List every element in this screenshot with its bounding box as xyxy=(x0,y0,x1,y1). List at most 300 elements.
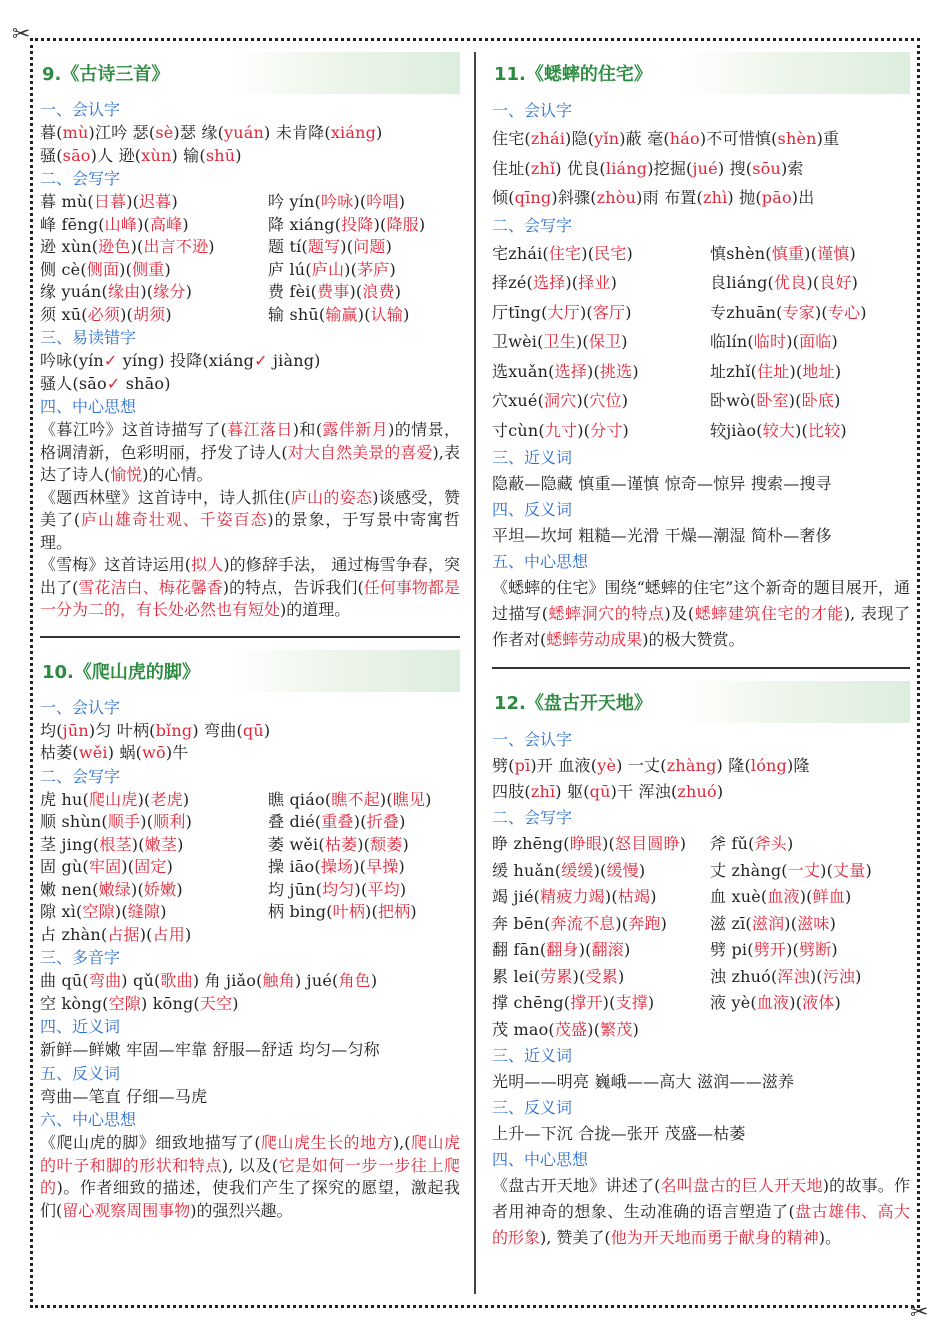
check-icon: ✓ xyxy=(106,373,121,393)
plain-text: 竭 jié( xyxy=(492,887,541,906)
answer-text: 蟋蟀建筑住宅的才能 xyxy=(694,604,844,623)
answer-text: 滋润 xyxy=(751,913,785,933)
plain-text: 均( xyxy=(40,720,63,740)
plain-text: ) 蜗( xyxy=(107,743,143,762)
answer-text: 山峰 xyxy=(104,214,138,234)
plain-text: ) xyxy=(860,302,867,322)
answer-text: 一丈 xyxy=(787,860,821,880)
write-char-item xyxy=(492,990,710,1017)
answer-text: 翻身 xyxy=(546,940,579,959)
answer-text: 迟暮 xyxy=(139,192,172,211)
section-heading: 三、易读错字 xyxy=(40,328,137,347)
write-char-item xyxy=(710,937,910,964)
answer-text: 劈开 xyxy=(753,940,787,959)
plain-text: )隆 xyxy=(787,756,810,775)
write-char-item xyxy=(492,884,710,911)
answer-text: 重叠 xyxy=(321,812,354,831)
plain-text: ) xyxy=(829,913,837,933)
plain-text: ) xyxy=(166,857,174,876)
answer-text: 费事 xyxy=(317,282,350,301)
plain-text: )( xyxy=(602,993,616,1012)
write-char-item xyxy=(492,911,710,938)
synonyms: 新鲜—鲜嫩 牢固—牢靠 舒服—舒适 均匀—匀称 xyxy=(40,1040,380,1059)
plain-text: ) xyxy=(851,273,859,292)
plain-text: ) xyxy=(264,123,271,142)
recognize-line xyxy=(492,753,910,779)
plain-text: )不可惜慎( xyxy=(699,129,778,148)
answer-text: 侧面 xyxy=(86,259,120,279)
plain-text: ) xyxy=(865,860,872,880)
plain-text: 固 gù( xyxy=(40,857,89,876)
answer-text: 劳累 xyxy=(540,966,573,986)
plain-text: ) kōng( xyxy=(141,993,200,1013)
plain-text: )的修辞手法， 通过梅雪争春，突出了( xyxy=(40,555,460,597)
recognize-line xyxy=(492,124,910,154)
plain-text: ) xyxy=(617,966,625,986)
answer-text: pī xyxy=(514,756,531,775)
plain-text: 《雪梅》这首诗运用( xyxy=(40,555,192,574)
answer-text: 睁眼 xyxy=(569,834,603,853)
plain-text: )( xyxy=(587,361,600,381)
plain-text: 输 shū( xyxy=(268,304,326,324)
plain-text: )人 逊( xyxy=(90,145,142,165)
answer-text: xùn xyxy=(141,145,172,165)
plain-text: )蔽 毫( xyxy=(619,129,670,148)
answer-text: 任何事物都是一分为二的，有长处必然也有短处 xyxy=(40,577,460,619)
plain-text: ) xyxy=(165,304,172,324)
answer-text: 斧头 xyxy=(754,834,787,853)
plain-text: ) 一丈( xyxy=(616,756,667,775)
answer-text: 客厅 xyxy=(592,302,626,322)
plain-text: 穴xué( xyxy=(492,391,545,410)
answer-text: 吟唱 xyxy=(366,192,399,211)
plain-text: ) xyxy=(177,834,184,854)
right-column xyxy=(492,52,910,1251)
write-char-item xyxy=(268,304,458,327)
plain-text: ) xyxy=(176,879,183,899)
plain-text: ) xyxy=(660,913,668,933)
plain-text: ) xyxy=(650,887,657,906)
write-char-item xyxy=(40,901,268,924)
scissors-icon: ✂ xyxy=(12,22,31,47)
write-char-item xyxy=(710,268,910,298)
answer-text: 爬山虎的叶子和脚的形状和特点 xyxy=(40,1133,460,1175)
plain-text: )出 xyxy=(791,188,815,207)
answer-text: 盘古雄伟、高大的形象 xyxy=(492,1202,910,1247)
plain-text: )的情景，格调清新，色彩明丽，抒发了诗人( xyxy=(40,420,460,462)
answer-text: zhuó xyxy=(677,782,717,801)
antonyms: 弯曲—笔直 仔细—马虎 xyxy=(40,1086,208,1106)
answer-text: 污浊 xyxy=(822,966,856,986)
plain-text: ) xyxy=(394,282,402,301)
answer-text: 较大 xyxy=(762,420,796,440)
plain-text: 《爬山虎的脚》细致地描写了( xyxy=(40,1133,261,1152)
plain-text: ), 赞美了( xyxy=(540,1228,611,1247)
plain-text: )谈感受，赞美了( xyxy=(40,487,460,529)
write-char-item xyxy=(268,834,458,857)
write-char-item xyxy=(710,858,910,885)
write-char-item xyxy=(268,214,458,237)
plain-text: 缘 yuán( xyxy=(40,282,108,301)
answer-text: 侧重 xyxy=(132,259,165,279)
plain-text: )( xyxy=(353,192,367,211)
answer-text: jūn xyxy=(62,720,89,740)
plain-text: 《蟋蟀的住宅》围绕“蟋蟀的住宅”这个新奇的题目展开，通过描写( xyxy=(492,578,910,623)
answer-text: 缘由 xyxy=(107,282,141,301)
recognize-line xyxy=(40,145,460,168)
answer-text: zhǐ xyxy=(530,158,556,178)
answer-text: 穴位 xyxy=(589,391,622,410)
answer-text: 枯萎 xyxy=(324,834,358,854)
answer-text: 滋味 xyxy=(797,913,830,933)
write-char-item xyxy=(710,327,910,357)
misread-text: jiàng) xyxy=(267,351,321,370)
answer-text: 顺利 xyxy=(153,812,186,831)
answer-text: 爬山虎生长的地方 xyxy=(260,1133,393,1152)
plain-text: )( xyxy=(354,879,368,899)
plain-text: )( xyxy=(604,887,618,906)
plain-text: )开 血液( xyxy=(530,756,598,775)
section-heading: 一、会认字 xyxy=(40,100,121,119)
answer-text: 把柄 xyxy=(377,902,411,921)
section-heading: 四、中心思想 xyxy=(40,397,137,416)
plain-text: )隐( xyxy=(565,129,595,148)
plain-text: ) xyxy=(385,237,393,256)
answer-text: 它是如何一步一步往上爬的 xyxy=(40,1155,460,1197)
plain-text: ) xyxy=(208,237,215,256)
plain-text: ) 优良( xyxy=(555,158,606,178)
plain-text: )( xyxy=(565,273,579,292)
section-heading: 五、反义词 xyxy=(40,1063,121,1083)
section-heading: 三、反义词 xyxy=(492,1098,573,1117)
answer-text: 根茎 xyxy=(99,834,132,854)
plain-text: 累 lei( xyxy=(492,966,541,986)
answer-text: 角色 xyxy=(338,971,371,990)
plain-text: 暮( xyxy=(40,123,63,142)
plain-text: ) xyxy=(232,993,239,1013)
plain-text: 撑 chēng( xyxy=(492,993,571,1012)
lesson-10-title: 10.《爬山虎的脚》 xyxy=(40,650,460,692)
write-char-item xyxy=(40,856,268,879)
plain-text: 《盘古开天地》讲述了( xyxy=(492,1176,661,1195)
answer-text: 民宅 xyxy=(594,243,627,263)
plain-text: )( xyxy=(365,902,378,921)
write-char-item xyxy=(40,811,268,834)
plain-text: ) 弯曲( xyxy=(192,720,243,740)
plain-text: )( xyxy=(140,282,154,301)
answer-text: 题写 xyxy=(307,237,341,256)
answer-text: 住宅 xyxy=(548,243,582,263)
plain-text: )( xyxy=(602,834,615,853)
plain-text: )匀 叶柄( xyxy=(88,720,156,740)
theme-paragraph xyxy=(40,419,460,487)
plain-text: 曲 qū( xyxy=(40,971,89,990)
plain-text: ) xyxy=(182,214,189,234)
answer-text: 临时 xyxy=(753,332,787,351)
write-char-item xyxy=(268,811,458,834)
answer-text: 慎重 xyxy=(771,243,805,263)
answer-text: 降服 xyxy=(386,214,419,234)
answer-text: 均匀 xyxy=(322,879,355,899)
plain-text: ) xyxy=(716,782,724,801)
answer-text: xiáng xyxy=(330,123,377,142)
write-char-item xyxy=(492,964,710,991)
write-char-item xyxy=(268,789,458,812)
answer-text: 庐山雄奇壮观、千姿百态 xyxy=(80,510,268,529)
plain-text: )( xyxy=(795,420,808,440)
plain-text: 奔 bēn( xyxy=(492,913,551,933)
answer-text: 分寸 xyxy=(590,420,623,440)
recognize-chars xyxy=(40,122,460,167)
answer-text: 选择 xyxy=(532,273,566,292)
write-char-item xyxy=(492,298,710,328)
plain-text: 吟 yín( xyxy=(268,192,321,211)
answer-text: 颓萎 xyxy=(370,834,403,854)
answer-text: 良好 xyxy=(819,273,852,292)
plain-text: 丈 zhàng( xyxy=(710,860,788,880)
lesson-9-title: 9.《古诗三首》 xyxy=(40,52,460,94)
section-heading: 四、近义词 xyxy=(40,1017,121,1036)
answer-text: 怒目圆睁 xyxy=(614,834,680,853)
plain-text: 降 xiáng( xyxy=(268,214,342,234)
answer-text: 牢固 xyxy=(88,857,122,876)
answer-text: 胡须 xyxy=(132,304,166,324)
write-char-item xyxy=(492,416,710,446)
misread-line xyxy=(40,373,460,396)
plain-text: 四肢( xyxy=(492,782,531,801)
plain-text: 占 zhàn( xyxy=(40,924,108,944)
plain-text: 寸cùn( xyxy=(492,420,545,440)
plain-text: 专zhuān( xyxy=(710,302,783,322)
column-divider xyxy=(474,52,476,1294)
plain-text: ) xyxy=(185,812,193,831)
plain-text: ) 搜( xyxy=(717,158,753,178)
plain-text: )重 xyxy=(816,129,840,148)
plain-text: 睁 zhēng( xyxy=(492,834,570,853)
answer-text: 瞧不起 xyxy=(331,789,380,809)
answer-text: 对大自然美景的喜爱 xyxy=(287,442,433,462)
left-column xyxy=(40,52,460,1222)
answer-text: 茅庐 xyxy=(357,259,390,279)
polyphone-line xyxy=(40,993,460,1016)
write-char-item xyxy=(492,937,710,964)
plain-text: ) xyxy=(624,940,631,959)
answer-text: 名叫盘古的巨人开天地 xyxy=(660,1176,823,1195)
plain-text: 隙 xì( xyxy=(40,902,83,921)
section-heading: 二、会写字 xyxy=(492,215,573,235)
plain-text: ) xyxy=(164,259,171,279)
plain-text: ) xyxy=(402,834,409,854)
answer-text: 繁茂 xyxy=(600,1019,633,1039)
plain-text: 《暮江吟》这首诗描写了( xyxy=(40,420,227,439)
write-char-item xyxy=(710,831,910,858)
write-char-item xyxy=(492,357,710,387)
theme-paragraph xyxy=(40,487,460,555)
plain-text: 柄 bing( xyxy=(268,902,333,921)
plain-text: 临lín( xyxy=(710,332,754,351)
plain-text: 瞧 qiáo( xyxy=(268,789,332,809)
write-char-item xyxy=(710,964,910,991)
plain-text: )索 xyxy=(780,158,804,178)
plain-text: )( xyxy=(786,332,800,351)
recognize-line xyxy=(40,742,460,765)
answer-text: 固定 xyxy=(134,857,167,876)
plain-text: 择zé( xyxy=(492,273,533,292)
answer-text: 血液 xyxy=(756,993,790,1012)
plain-text: 费 fèi( xyxy=(268,282,318,301)
plain-text: ) xyxy=(849,243,856,263)
answer-text: 输赢 xyxy=(325,304,358,324)
misread-text: yíng) 投降(xiáng xyxy=(117,351,255,370)
plain-text: )( xyxy=(119,259,133,279)
answer-text: 拟人 xyxy=(191,555,224,574)
plain-text: )( xyxy=(806,273,820,292)
plain-text: )( xyxy=(786,940,799,959)
recognize-chars xyxy=(492,124,910,213)
plain-text: 须 xū( xyxy=(40,304,88,324)
answer-text: 洞穴 xyxy=(544,391,577,410)
answer-text: 爬山虎 xyxy=(88,789,138,809)
plain-text: ) xyxy=(855,966,862,986)
answer-text: 占用 xyxy=(152,924,186,944)
answer-text: 撑开 xyxy=(570,993,603,1012)
write-char-item xyxy=(40,236,268,259)
plain-text: )( xyxy=(587,1019,601,1039)
plain-text: )雨 布置( xyxy=(636,188,703,207)
answer-text: 缝隙 xyxy=(127,902,161,921)
plain-text: ) xyxy=(626,243,633,263)
plain-text: ) xyxy=(831,940,838,959)
answer-text: shèn xyxy=(777,129,817,148)
plain-text: )( xyxy=(579,302,593,322)
answer-text: 空隙 xyxy=(82,902,115,921)
section-heading: 二、会写字 xyxy=(492,808,573,827)
answer-text: 他为开天地而勇于献身的精神 xyxy=(610,1228,819,1247)
answer-text: 择业 xyxy=(578,273,611,292)
plain-text: ) xyxy=(235,145,242,165)
write-char-item xyxy=(710,298,910,328)
plain-text: ) 输( xyxy=(171,145,206,165)
plain-text: )的极大赞赏。 xyxy=(642,630,745,649)
answer-text: 谨慎 xyxy=(817,243,850,263)
plain-text: ) xyxy=(834,993,841,1012)
write-char-item xyxy=(40,214,268,237)
scissors-icon: ✂ xyxy=(910,1300,929,1325)
misread-text: shāo) xyxy=(120,373,171,393)
plain-text: ) jué( xyxy=(294,971,339,990)
plain-text: )( xyxy=(357,834,371,854)
plain-text: )的故事。作者用神奇的想象、生动准确的语言塑造了( xyxy=(492,1176,910,1221)
lesson-12-title: 12.《盘古开天地》 xyxy=(492,681,910,723)
plain-text: ) xyxy=(834,391,841,410)
write-char-item xyxy=(268,901,458,924)
answer-text: 歌曲 xyxy=(160,971,193,990)
plain-text: )( xyxy=(799,887,813,906)
section-heading: 四、反义词 xyxy=(492,500,573,519)
answer-text: 投降 xyxy=(341,214,374,234)
write-char-item xyxy=(40,789,268,812)
plain-text: )( xyxy=(572,966,586,986)
answer-text: 精疲力竭 xyxy=(540,887,605,906)
answer-text: 浪费 xyxy=(362,282,395,301)
plain-text: )( xyxy=(114,902,128,921)
answer-text: wō xyxy=(142,743,166,762)
answer-text: qīng xyxy=(514,188,552,207)
plain-text: 茂 mao( xyxy=(492,1019,555,1039)
plain-text: )( xyxy=(379,789,393,809)
plain-text: 缓 huǎn( xyxy=(492,860,562,880)
section-divider xyxy=(40,636,460,638)
plain-text: ),表达了诗人( xyxy=(40,442,460,484)
write-char-item xyxy=(268,879,458,902)
plain-text: )( xyxy=(126,192,140,211)
plain-text: ) xyxy=(160,902,167,921)
theme-paragraph xyxy=(492,1173,910,1251)
plain-text: 住址( xyxy=(492,158,531,178)
plain-text: ) xyxy=(389,259,396,279)
plain-text: ) xyxy=(398,192,406,211)
answer-text: qū xyxy=(242,720,264,740)
answer-text: 平均 xyxy=(367,879,400,899)
write-char-item xyxy=(268,281,458,304)
plain-text: )( xyxy=(809,966,823,986)
plain-text: 暮 mù( xyxy=(40,192,94,211)
plain-text: )( xyxy=(353,812,367,831)
plain-text: )( xyxy=(576,391,590,410)
answer-text: 叶柄 xyxy=(332,902,366,921)
write-char-item xyxy=(40,924,268,947)
plain-text: )( xyxy=(615,913,629,933)
write-char-item xyxy=(710,911,910,938)
plain-text: 顺 shùn( xyxy=(40,812,108,831)
answer-text: 缘分 xyxy=(153,282,186,301)
misread-text: 吟咏(yín xyxy=(40,351,104,370)
plain-text: ) xyxy=(786,834,794,853)
answer-text: 比较 xyxy=(808,420,841,440)
answer-text: 必须 xyxy=(87,304,121,324)
plain-text: )( xyxy=(575,332,589,351)
misread-text: 骚人(sāo xyxy=(40,373,107,393)
write-char-item xyxy=(268,259,458,282)
plain-text: ) xyxy=(403,304,410,324)
plain-text: 较jiào( xyxy=(710,420,763,440)
plain-text: 厅tīng( xyxy=(492,302,548,322)
answer-text: sōu xyxy=(752,158,781,178)
answer-text: sāo xyxy=(62,145,91,165)
plain-text: )和( xyxy=(292,420,323,439)
plain-text: ) xyxy=(621,391,629,410)
write-char-item xyxy=(268,236,458,259)
plain-text: )牛 xyxy=(165,743,189,762)
plain-text: 枯萎( xyxy=(40,743,79,762)
plain-text: )( xyxy=(814,302,828,322)
answer-text: 露伴新月 xyxy=(322,420,389,439)
theme-paragraph xyxy=(40,1132,460,1222)
answer-text: zhàng xyxy=(666,756,717,775)
plain-text: ) xyxy=(185,924,192,944)
plain-text: )( xyxy=(581,243,595,263)
answer-text: 卧室 xyxy=(756,391,789,410)
write-char-item xyxy=(268,924,458,947)
answer-text: 折叠 xyxy=(366,812,400,831)
plain-text: )( xyxy=(130,237,144,256)
answer-text: 专家 xyxy=(782,302,815,322)
plain-text: ) xyxy=(410,902,417,921)
answer-text: yǐn xyxy=(594,129,620,148)
answer-text: 吟咏 xyxy=(321,192,354,211)
answer-text: 受累 xyxy=(585,966,618,986)
section-heading: 一、会认字 xyxy=(492,101,573,120)
